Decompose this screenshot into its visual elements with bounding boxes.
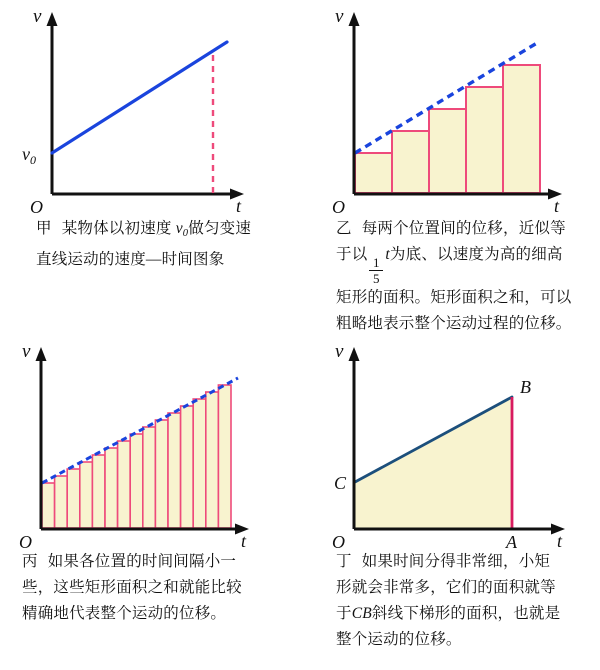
origin-label-ding: O xyxy=(332,532,345,550)
caption-bing-line3: 精确地代表整个运动的位移。 xyxy=(22,605,227,622)
origin-label-yi: O xyxy=(332,197,345,215)
y-axis-label-yi: v xyxy=(335,6,344,27)
bar-15-bing xyxy=(218,385,231,528)
chart-ding xyxy=(300,335,600,550)
origin-label-jia: O xyxy=(30,197,43,215)
origin-label-bing: O xyxy=(19,532,32,550)
caption-ding-marker: 丁 xyxy=(336,553,352,570)
caption-yi xyxy=(300,216,600,337)
caption-ding-line2: 形就会非常多，它们的面积就等 xyxy=(336,579,556,596)
vt-line-jia xyxy=(52,42,227,153)
panel-jia xyxy=(0,0,300,335)
chart-bing xyxy=(0,335,300,550)
caption-ding xyxy=(300,549,600,653)
chart-jia xyxy=(0,0,300,215)
caption-jia xyxy=(0,216,344,273)
bar-3-bing xyxy=(67,469,80,528)
point-label-b-ding: B xyxy=(520,377,531,397)
bar-group-bing xyxy=(42,385,231,528)
panel-ding xyxy=(300,335,600,670)
x-axis-label-bing: t xyxy=(241,531,247,550)
bar-12-bing xyxy=(181,406,194,528)
caption-yi-text-b: 于以 xyxy=(336,246,368,263)
point-label-a-ding: A xyxy=(506,532,517,550)
fraction-one-fifth xyxy=(369,256,383,285)
v0-label-jia: $v_0$ xyxy=(22,144,36,167)
caption-jia-text-a: 某物体以初速度 xyxy=(61,220,172,237)
y-axis-label-bing: v xyxy=(22,341,31,362)
caption-yi-line4: 粗略地表示整个运动过程的位移。 xyxy=(336,315,572,333)
bar-group-yi xyxy=(355,65,540,193)
panel-bing xyxy=(0,335,300,670)
bar-13-bing xyxy=(193,399,206,528)
y-axis-arrow-ding xyxy=(349,347,360,361)
bar-4-yi xyxy=(466,87,503,193)
caption-yi-marker: 乙 xyxy=(336,220,352,237)
bar-9-bing xyxy=(143,427,156,528)
caption-bing-text-a: 如果各位置的时间间隔小一 xyxy=(47,553,237,570)
y-axis-label-jia: v xyxy=(33,6,42,27)
y-axis-arrow-jia xyxy=(47,12,58,26)
bar-3-yi xyxy=(429,109,466,193)
bar-4-bing xyxy=(80,462,93,528)
caption-yi-text-a: 每两个位置间的位移，近似等 xyxy=(361,220,566,237)
caption-ding-cb: CB xyxy=(351,605,372,622)
bar-2-bing xyxy=(55,476,68,528)
caption-ding-text-c: 斜线下梯形的面积，也就是 xyxy=(371,605,561,622)
caption-yi-text-c: 为底、以速度为高的细高 xyxy=(389,246,563,263)
caption-ding-line4: 整个运动的位移。 xyxy=(336,631,462,648)
caption-ding-text-b: 于 xyxy=(336,605,352,622)
fraction-numerator: 1 xyxy=(373,255,380,270)
bar-11-bing xyxy=(168,413,181,528)
panel-yi xyxy=(300,0,600,335)
point-label-c-ding: C xyxy=(334,473,347,493)
bar-10-bing xyxy=(155,420,168,528)
caption-jia-marker: 甲 xyxy=(36,220,52,237)
y-axis-arrow-yi xyxy=(349,12,360,26)
caption-yi-line3: 矩形的面积。矩形面积之和，可以 xyxy=(336,289,572,307)
y-axis-label-ding: v xyxy=(335,341,344,362)
bar-1-bing xyxy=(42,483,55,528)
bar-2-yi xyxy=(392,131,429,193)
caption-bing-line2: 些，这些矩形面积之和就能比较 xyxy=(22,579,242,596)
bar-8-bing xyxy=(130,434,143,528)
x-axis-label-yi: t xyxy=(554,196,560,215)
bar-5-bing xyxy=(92,455,105,528)
x-axis-label-jia: t xyxy=(236,196,242,215)
bar-1-yi xyxy=(355,153,392,193)
caption-bing xyxy=(0,549,332,627)
caption-ding-text-a: 如果时间分得非常细，小矩 xyxy=(361,553,551,570)
fraction-denominator: 5 xyxy=(373,271,380,287)
bar-6-bing xyxy=(105,448,118,528)
trapezoid-area-ding xyxy=(355,397,512,528)
caption-jia-text-b: 做匀变速 xyxy=(188,220,252,237)
bar-7-bing xyxy=(118,441,131,528)
bar-14-bing xyxy=(206,392,219,528)
y-axis-arrow-bing xyxy=(36,347,47,361)
caption-jia-line2: 直线运动的速度—时间图象 xyxy=(36,250,225,268)
chart-yi xyxy=(300,0,600,215)
x-axis-label-ding: t xyxy=(557,531,563,550)
caption-bing-marker: 丙 xyxy=(22,553,38,570)
caption-yi-var-t: t xyxy=(385,246,390,263)
caption-jia-v0: $v_0$ xyxy=(175,220,189,239)
bar-5-yi xyxy=(503,65,540,193)
